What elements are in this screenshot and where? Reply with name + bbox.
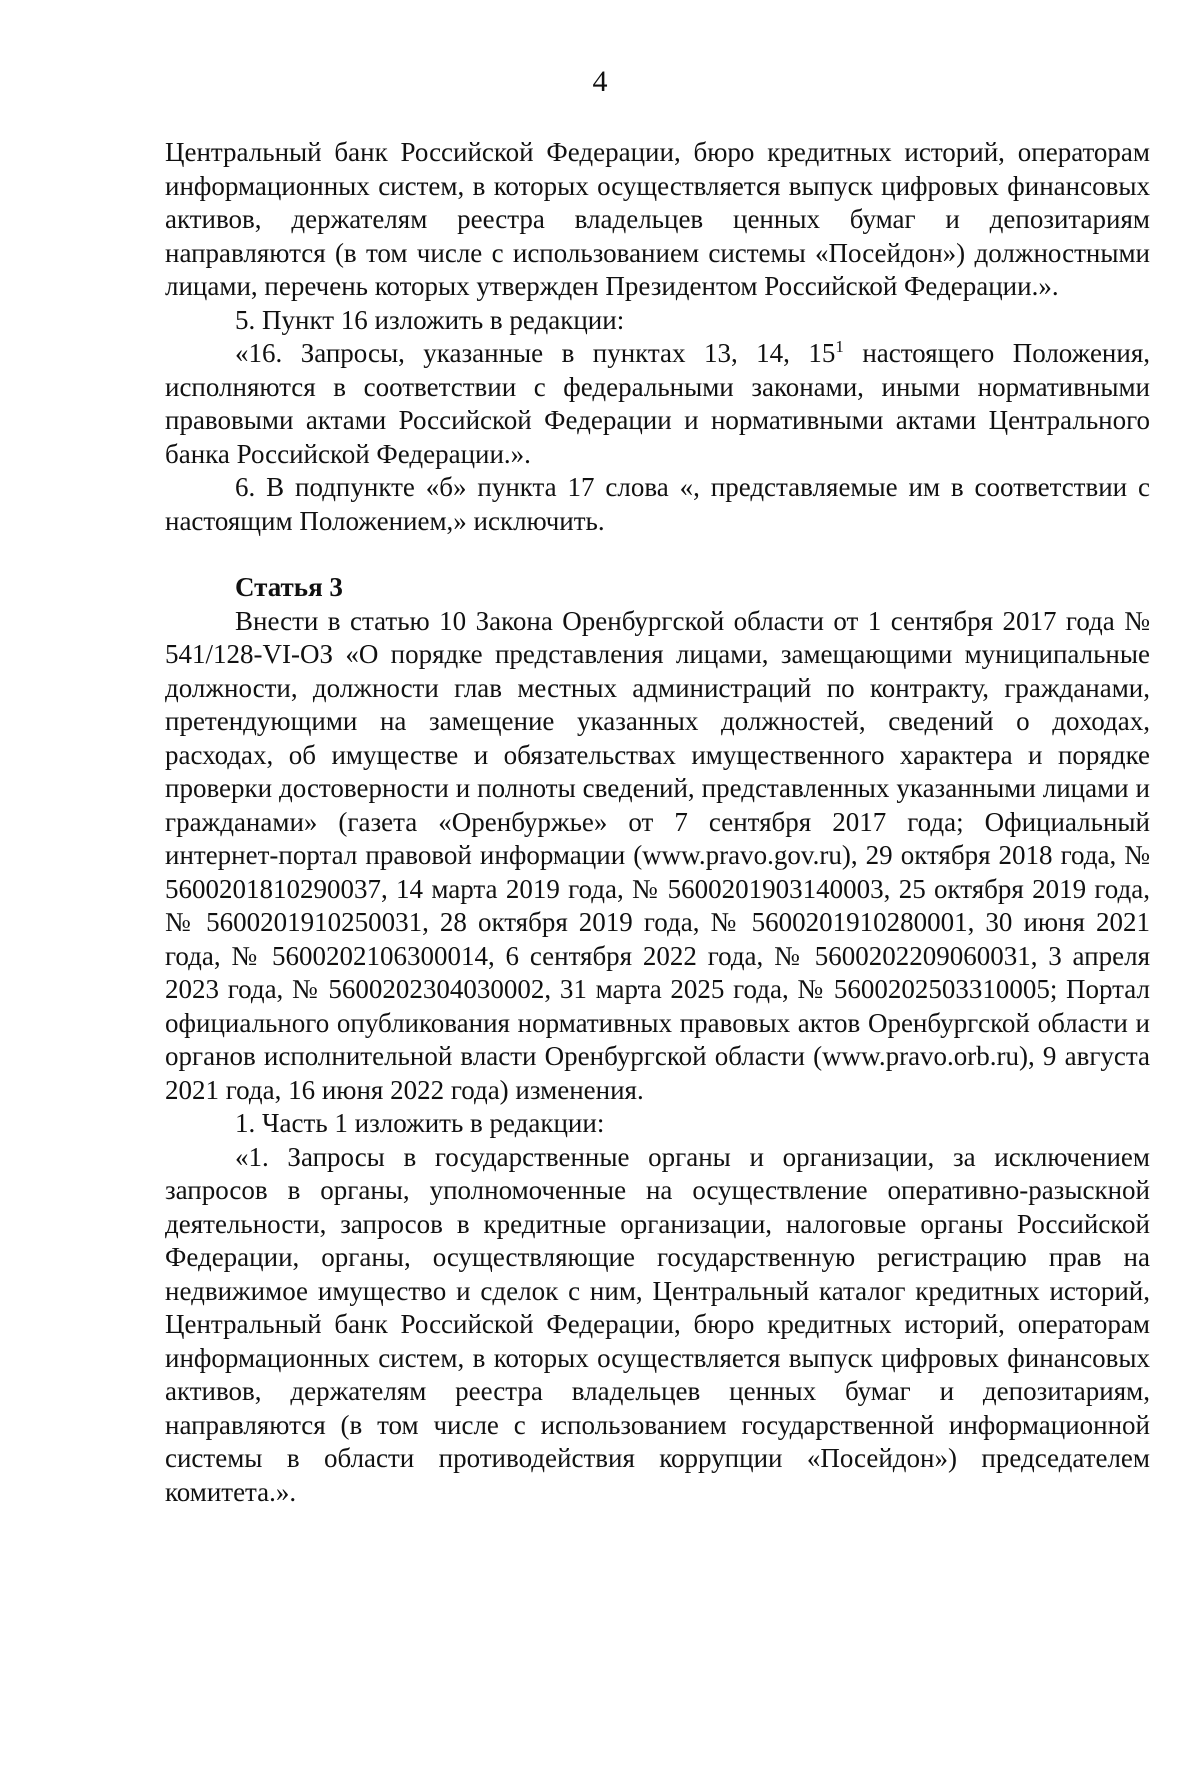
- paragraph-part-1-quote: «1. Запросы в государственные органы и организации, за исключением запросов в органы, уполномоченные на осуществление оперативно-разыскной деятельности, запросов в кредитные организации, налоговые органы Российской Федерации, органы, осуществляющие государственную регистрацию прав на недвижимое имущество и сделок с ним, Центральный каталог кредитных историй, Центральный банк Российской Федерации, бюро кредитных историй, операторам информационных систем, в которых осуществляется выпуск цифровых финансовых активов, держателям реестра владельцев ценных бумаг и депозитариям, направляются (в том числе с использованием государственной информационной системы в области противодействия коррупции «Посейдон») председателем комитета.».: [165, 1141, 1150, 1507]
- paragraph-item-5: 5. Пункт 16 изложить в редакции:: [235, 304, 625, 335]
- page-number: 4: [592, 65, 608, 98]
- superscript: 1: [835, 337, 844, 356]
- paragraph-article-3-intro: Внести в статью 10 Закона Оренбургской области от 1 сентября 2017 года № 541/128-VI-ОЗ «О порядке представления лицами, замещающими муниципальные должности, должности глав местных администраций по контракту, гражданами, претендующими на замещение указанных должностей, сведений о доходах, расходах, об имуществе и обязательствах имущественного характера и порядке проверки достоверности и полноты сведений, представленных указанными лицами и гражданами» (газета «Оренбуржье» от 7 сентября 2017 года; Официальный интернет-портал правовой информации (www.pravo.gov.ru), 29 октября 2018 года, № 5600201810290037, 14 марта 2019 года, № 5600201903140003, 25 октября 2019 года, № 5600201910250031, 28 октября 2019 года, № 5600201910280001, 30 июня 2021 года, № 5600202106300014, 6 сентября 2022 года, № 5600202209060031, 3 апреля 2023 года, № 5600202304030002, 31 марта 2025 года, № 5600202503310005; Портал официального опубликования нормативных правовых актов Оренбургской области и органов исполнительной власти Оренбургской области (www.pravo.orb.ru), 9 августа 2021 года, 16 июня 2022 года) изменения.: [165, 605, 1150, 1105]
- paragraph-part-1: 1. Часть 1 изложить в редакции:: [235, 1108, 605, 1138]
- document-body: [165, 136, 1150, 1509]
- quote-text-start: «16. Запросы, указанные в пунктах 13, 14, 15: [235, 338, 836, 368]
- article-heading: Статья 3: [235, 572, 343, 602]
- spacer: [165, 538, 1150, 571]
- quote-text-end: настоящего Положения, исполняются в соответствии с федеральными законами, иными нормативными правовыми актами Российской Федерации и нормативными актами Центрального банка Российской Федерации.».: [165, 338, 1150, 469]
- paragraph-item-6: 6. В подпункте «б» пункта 17 слова «, представляемые им в соответствии с настоящим Положением,» исключить.: [165, 472, 1150, 536]
- paragraph-item-16-quote: [165, 337, 1150, 471]
- paragraph-continuation: Центральный банк Российской Федерации, бюро кредитных историй, операторам информационных систем, в которых осуществляется выпуск цифровых финансовых активов, держателям реестра владельцев ценных бумаг и депозитариям направляются (в том числе с использованием системы «Посейдон») должностными лицами, перечень которых утвержден Президентом Российской Федерации.».: [165, 137, 1150, 301]
